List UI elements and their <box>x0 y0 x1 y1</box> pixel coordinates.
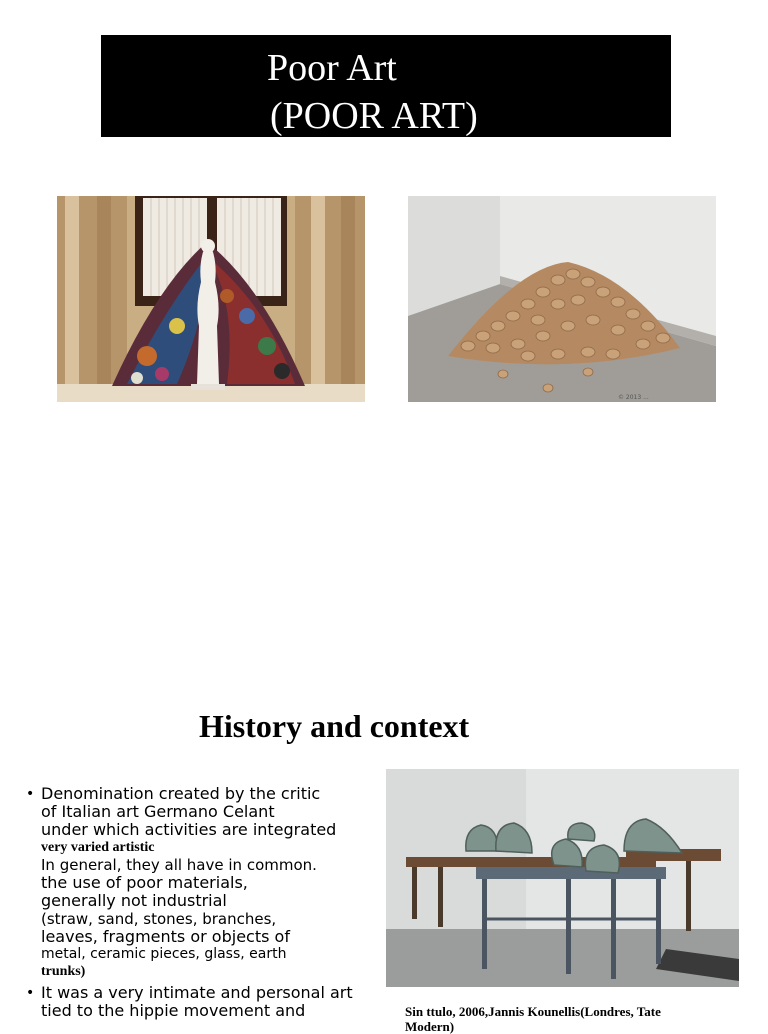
bullet-line: very varied artistic <box>41 840 155 855</box>
bullet-item <box>26 984 371 1020</box>
caption-line-1: Sin ttulo, 2006,Jannis Kounellis(Londres, Tate <box>405 1004 661 1019</box>
bullet-line: tied to the hippie movement and <box>41 1001 306 1020</box>
section-heading: History and context <box>199 708 470 744</box>
title-line-2: (POOR ART) <box>270 95 478 137</box>
bells-on-tables-image <box>386 769 739 987</box>
bullet-list <box>26 785 371 1020</box>
bullet-line: leaves, fragments or objects of <box>41 927 290 946</box>
bullet-line: It was a very intimate and personal art <box>41 983 353 1002</box>
caption-line-2: Modern) <box>405 1019 455 1034</box>
bullet-item <box>26 785 371 980</box>
title-banner <box>101 35 671 137</box>
bullet-line: trunks) <box>41 964 86 979</box>
photo-credit: © 2013 ... <box>618 394 649 401</box>
bullet-line: of Italian art Germano Celant <box>41 802 275 821</box>
bullet-line: (straw, sand, stones, branches, <box>41 910 277 928</box>
bullet-dot: • <box>26 786 35 802</box>
image-caption <box>405 1004 705 1034</box>
bullet-line: Denomination created by the critic <box>41 784 321 803</box>
bullet-line: In general, they all have in common. <box>41 856 317 874</box>
title-line-1: Poor Art <box>267 47 397 89</box>
bullet-line: the use of poor materials, <box>41 873 248 892</box>
bullet-line: generally not industrial <box>41 891 227 910</box>
bullet-dot: • <box>26 985 35 1001</box>
venus-of-rags-image <box>57 196 365 402</box>
bullet-line: metal, ceramic pieces, glass, earth <box>41 946 287 962</box>
bullet-line: under which activities are integrated <box>41 820 337 839</box>
potatoes-pile-image <box>408 196 716 402</box>
